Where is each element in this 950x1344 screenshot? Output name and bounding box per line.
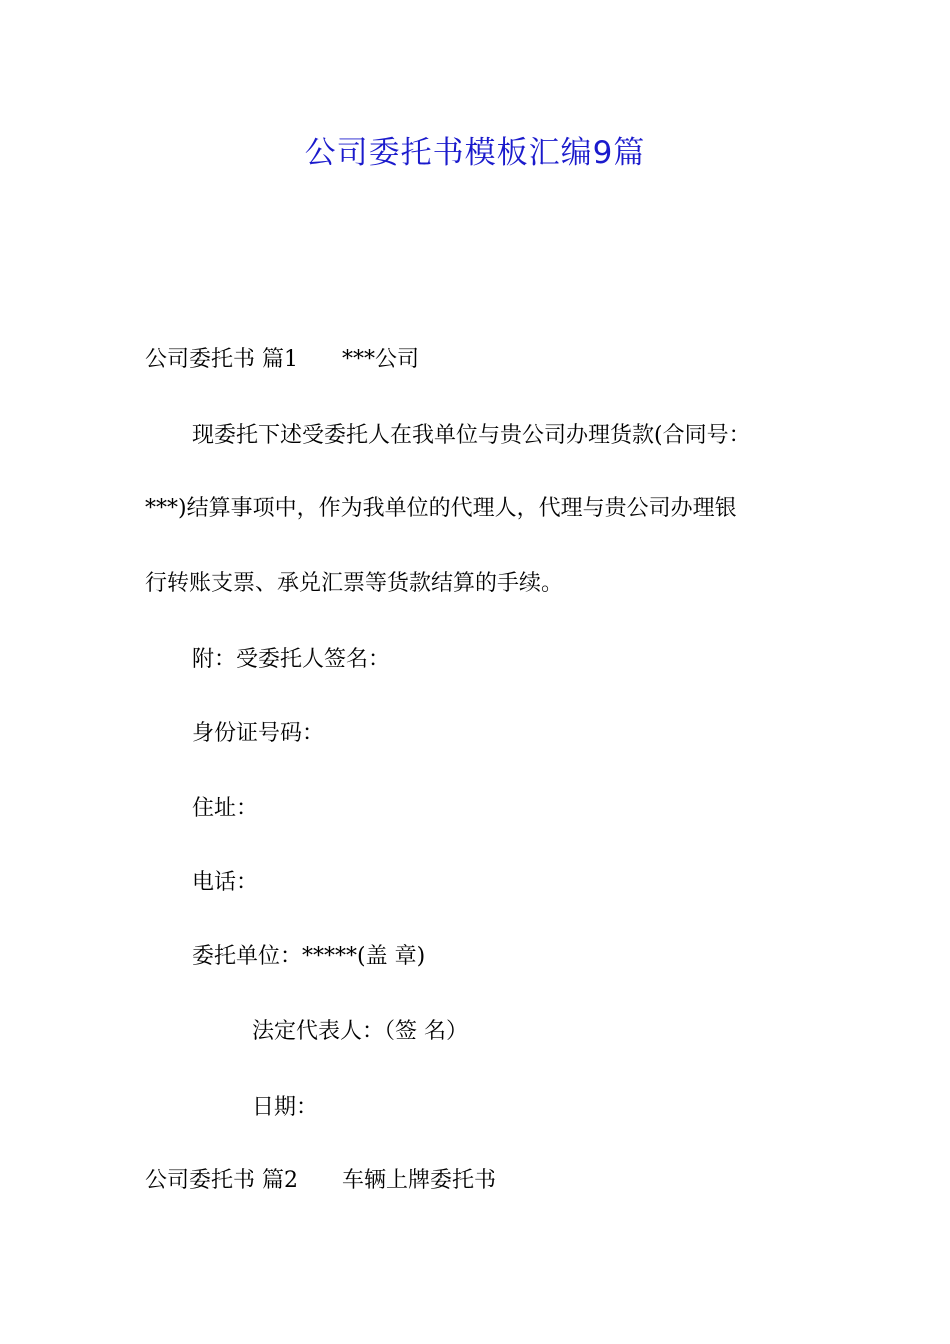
section1-addressee: ***公司 bbox=[342, 347, 420, 372]
paragraph-line-3: 行转账支票、承兑汇票等货款结算的手续。 bbox=[145, 571, 564, 596]
section1-heading-line bbox=[145, 345, 419, 375]
section2-heading-line bbox=[145, 1166, 496, 1196]
document-title: 公司委托书模板汇编9篇 bbox=[304, 135, 646, 171]
address-label: 住址： bbox=[192, 796, 259, 821]
attachment-signature-label: 附：受委托人签名： bbox=[192, 647, 391, 672]
entrusting-unit-label: 委托单位：*****(盖 章) bbox=[192, 944, 426, 969]
id-number-label: 身份证号码： bbox=[192, 721, 325, 746]
phone-label: 电话： bbox=[192, 870, 259, 895]
section1-heading: 公司委托书 篇1 bbox=[145, 347, 298, 372]
section2-subject: 车辆上牌委托书 bbox=[342, 1168, 497, 1193]
date-label: 日期： bbox=[252, 1095, 319, 1120]
paragraph-line-2: ***)结算事项中，作为我单位的代理人，代理与贵公司办理银 bbox=[145, 496, 737, 521]
legal-representative-label: 法定代表人：（签 名） bbox=[252, 1019, 468, 1044]
section2-heading: 公司委托书 篇2 bbox=[145, 1168, 298, 1193]
paragraph-line-1: 现委托下述受委托人在我单位与贵公司办理货款(合同号： bbox=[192, 423, 751, 448]
